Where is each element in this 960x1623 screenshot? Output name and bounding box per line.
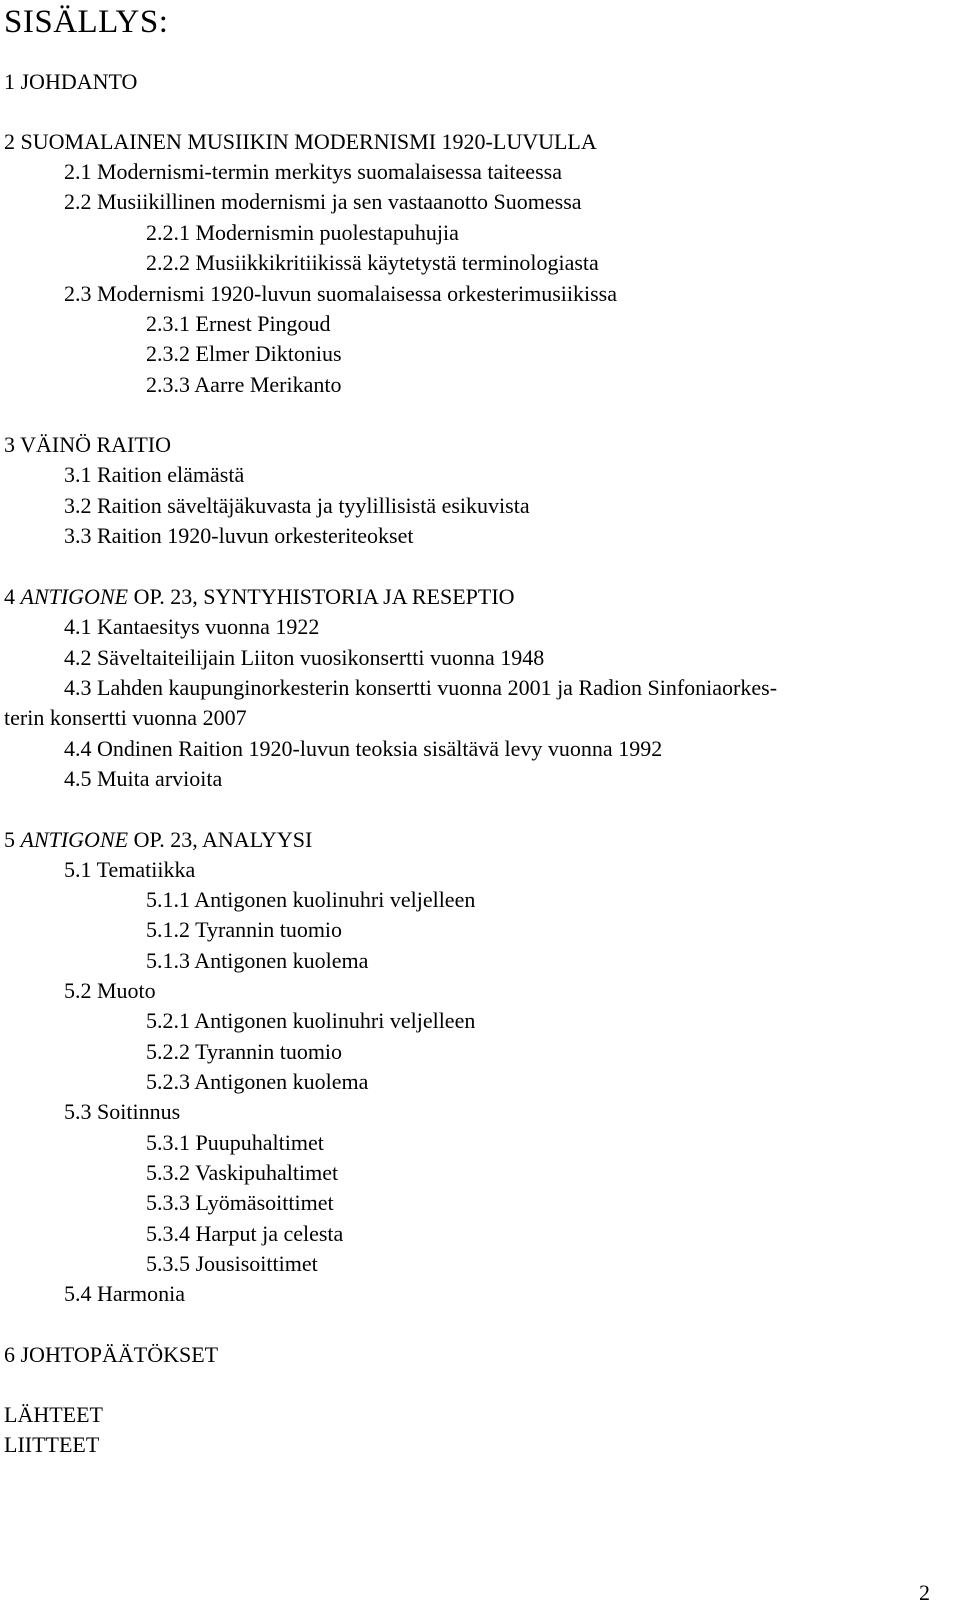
toc-entry — [64, 1097, 180, 1127]
toc-entry — [4, 67, 137, 97]
toc-entry — [4, 1340, 218, 1370]
toc-entry — [64, 976, 156, 1006]
toc-entry — [146, 915, 342, 945]
toc-entry-text: 5.3 Soitinnus — [64, 1099, 181, 1124]
toc-entry — [64, 187, 582, 217]
toc-entry — [146, 946, 368, 976]
toc-entry — [146, 885, 475, 915]
toc-entry-text: OP. 23, ANALYYSI — [128, 827, 313, 852]
toc-entry — [146, 248, 599, 278]
toc-entry-text: 2.3.2 Elmer Diktonius — [146, 341, 342, 366]
toc-entry-italic-title: ANTIGONE — [20, 584, 129, 609]
toc-entry-text: terin konsertti vuonna 2007 — [4, 705, 247, 730]
toc-entry-text: 2 SUOMALAINEN MUSIIKIN MODERNISMI 1920-LUVULLA — [4, 129, 597, 154]
toc-entry — [64, 673, 777, 703]
toc-entry — [64, 279, 617, 309]
toc-entry — [64, 491, 530, 521]
toc-entry-text: 2.3.1 Ernest Pingoud — [146, 311, 331, 336]
toc-entry-text: 2.2 Musiikillinen modernismi ja sen vastaanotto Suomessa — [64, 189, 582, 214]
toc-entry-text: 5.3.3 Lyömäsoittimet — [146, 1190, 334, 1215]
toc-entry — [146, 339, 342, 369]
toc-entry — [4, 825, 312, 855]
toc-entry — [64, 643, 544, 673]
toc-entry — [146, 1158, 338, 1188]
page-number: 2 — [919, 1580, 930, 1605]
toc-entry-text: 5.3.5 Jousisoittimet — [146, 1251, 318, 1276]
toc-entry — [64, 157, 562, 187]
toc-entry — [146, 1249, 318, 1279]
toc-entry — [146, 1067, 368, 1097]
toc-entry — [146, 1219, 343, 1249]
toc-entry-text: 3 VÄINÖ RAITIO — [4, 432, 172, 457]
toc-entry-text: 3.3 Raition 1920-luvun orkesteriteokset — [64, 523, 414, 548]
toc-entry-text: 2.1 Modernismi-termin merkitys suomalaisessa taiteessa — [64, 159, 562, 184]
toc-entry — [146, 218, 459, 248]
toc-entry — [64, 612, 319, 642]
toc-entry-text: 5.1.1 Antigonen kuolinuhri veljelleen — [146, 887, 476, 912]
toc-entry-text: 4 — [4, 584, 21, 609]
toc-entry-text: 5.2.2 Tyrannin tuomio — [146, 1039, 343, 1064]
toc-entry-text: 4.2 Säveltaiteilijain Liiton vuosikonsertti vuonna 1948 — [64, 645, 545, 670]
toc-entry-text: 2.3.3 Aarre Merikanto — [146, 372, 342, 397]
toc-entry — [146, 1128, 324, 1158]
toc-entry-text: 5.3.2 Vaskipuhaltimet — [146, 1160, 339, 1185]
toc-entry — [64, 734, 662, 764]
page-title: SISÄLLYS: — [4, 4, 169, 40]
toc-entry-text: 2.2.1 Modernismin puolestapuhujia — [146, 220, 459, 245]
toc-entry — [146, 370, 342, 400]
toc-entry — [146, 1037, 342, 1067]
toc-entry-italic-title: ANTIGONE — [20, 827, 129, 852]
toc-entry — [64, 764, 222, 794]
toc-entry-text: LIITTEET — [4, 1432, 100, 1457]
toc-entry-text: 2.2.2 Musiikkikritiikissä käytetystä terminologiasta — [146, 250, 599, 275]
toc-entry-text: 5.2 Muoto — [64, 978, 156, 1003]
toc-entry — [4, 127, 597, 157]
toc-entry-text: 6 JOHTOPÄÄTÖKSET — [4, 1342, 219, 1367]
toc-entry-text: 5.1.2 Tyrannin tuomio — [146, 917, 343, 942]
toc-entry — [146, 1188, 334, 1218]
toc-entry-text: 5.3.1 Puupuhaltimet — [146, 1130, 324, 1155]
toc-entry-text: 3.2 Raition säveltäjäkuvasta ja tyylillisistä esikuvista — [64, 493, 530, 518]
toc-entry-text: 5.1 Tematiikka — [64, 857, 196, 882]
toc-entry-text: OP. 23, SYNTYHISTORIA JA RESEPTIO — [128, 584, 515, 609]
toc-entry — [4, 1430, 99, 1460]
toc-entry-text: 4.1 Kantaesitys vuonna 1922 — [64, 614, 320, 639]
toc-entry — [4, 582, 515, 612]
toc-entry — [64, 855, 195, 885]
toc-entry-text: 1 JOHDANTO — [4, 69, 138, 94]
toc-entry-text: 4.5 Muita arvioita — [64, 766, 223, 791]
toc-entry-text: 5 — [4, 827, 21, 852]
toc-entry-text: 5.2.3 Antigonen kuolema — [146, 1069, 369, 1094]
toc-entry-text: 4.4 Ondinen Raition 1920-luvun teoksia sisältävä levy vuonna 1992 — [64, 736, 663, 761]
toc-entry — [4, 1400, 103, 1430]
toc-entry — [64, 1279, 185, 1309]
toc-entry — [4, 430, 171, 460]
toc-entry-text: 5.4 Harmonia — [64, 1281, 185, 1306]
toc-entry-text: 5.3.4 Harput ja celesta — [146, 1221, 344, 1246]
toc-entry-text: LÄHTEET — [4, 1402, 103, 1427]
toc-entry — [146, 309, 331, 339]
toc-entry-text: 4.3 Lahden kaupunginorkesterin konsertti vuonna 2001 ja Radion Sinfoniaorkes- — [64, 675, 778, 700]
toc-entry-text: 2.3 Modernismi 1920-luvun suomalaisessa orkesterimusiikissa — [64, 281, 617, 306]
toc-entry — [4, 703, 247, 733]
toc-entry — [146, 1006, 475, 1036]
toc-entry-text: 5.1.3 Antigonen kuolema — [146, 948, 369, 973]
toc-entry — [64, 521, 414, 551]
toc-entry-text: 3.1 Raition elämästä — [64, 462, 245, 487]
toc-entry-text: 5.2.1 Antigonen kuolinuhri veljelleen — [146, 1008, 476, 1033]
toc-entry — [64, 460, 244, 490]
